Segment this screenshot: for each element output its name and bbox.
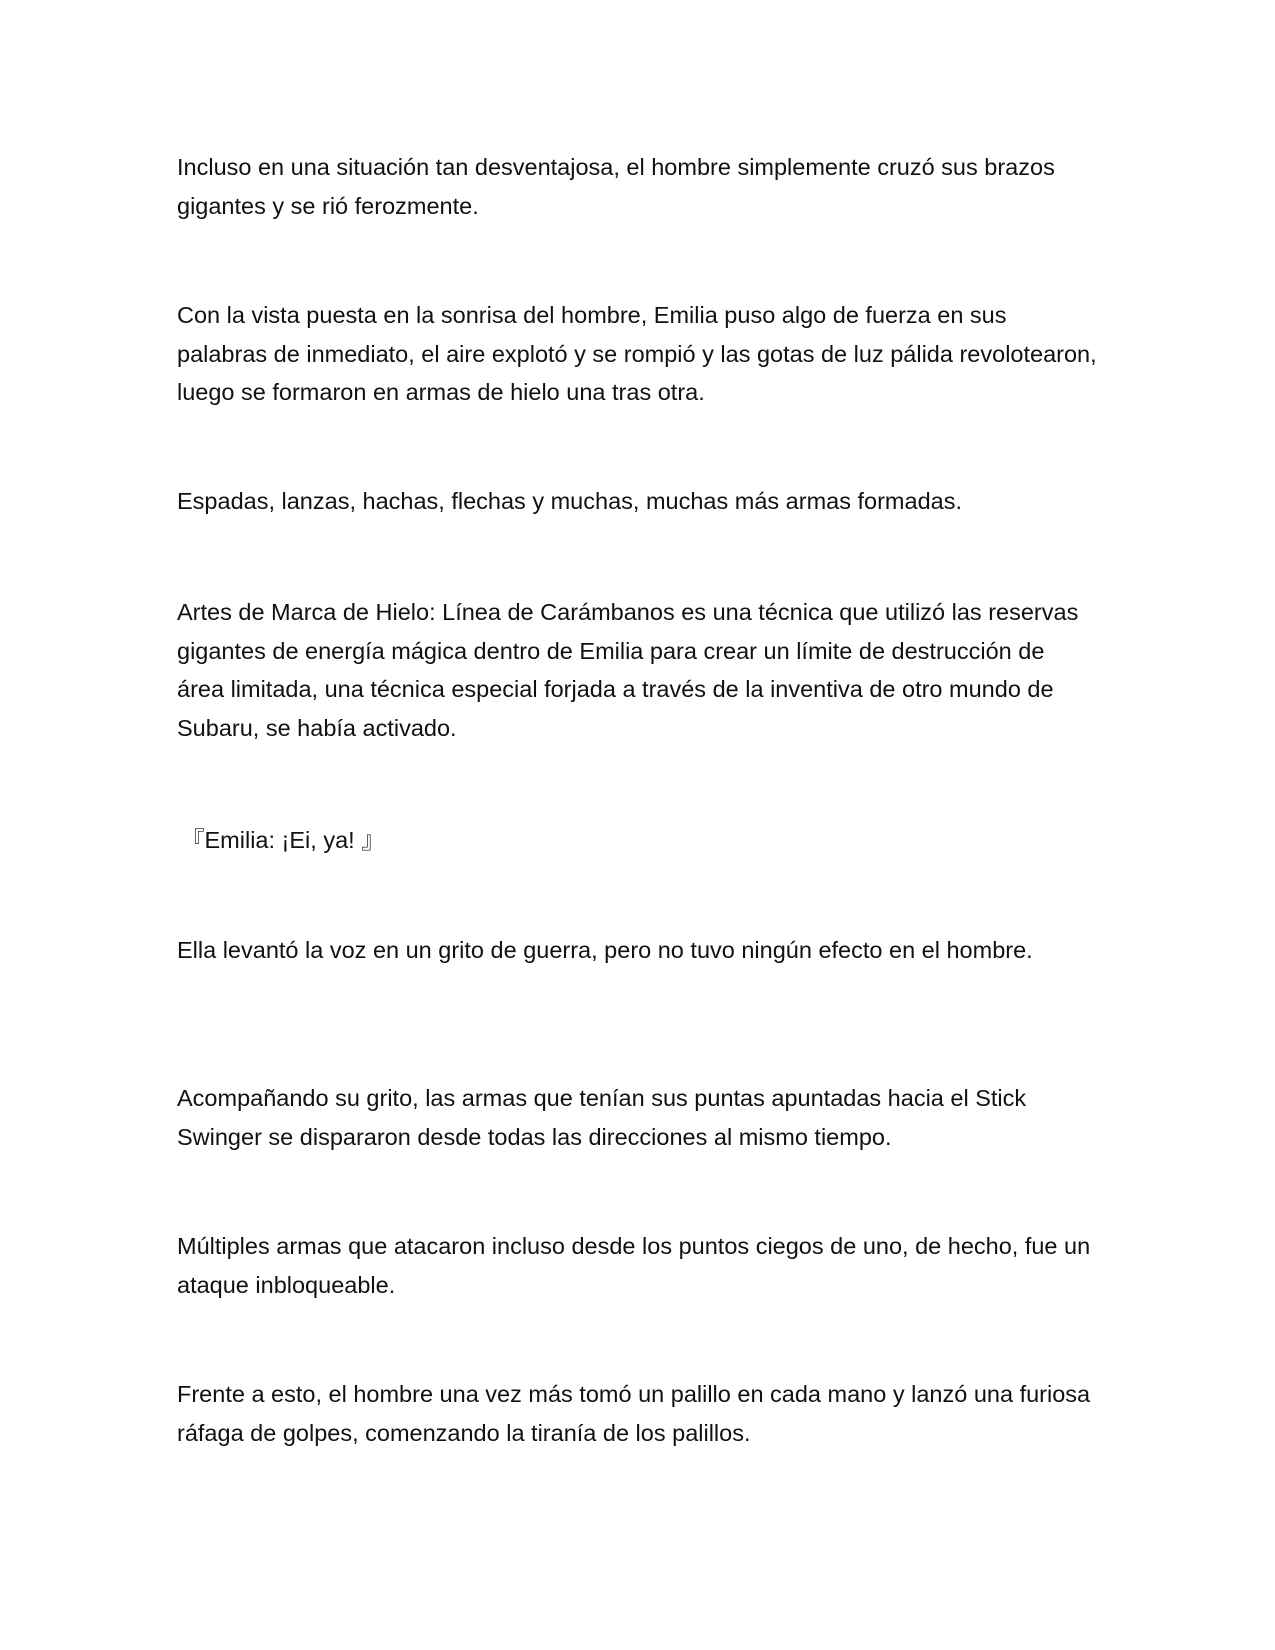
paragraph-9: Frente a esto, el hombre una vez más tomó un palillo en cada mano y lanzó una furiosa ráfaga de golpes, comenzando la tiranía de los palillos.: [177, 1381, 1091, 1446]
paragraph-4: Artes de Marca de Hielo: Línea de Carámbanos es una técnica que utilizó las reservas gigantes de energía mágica dentro de Emilia para crear un límite de destrucción de área limitada, una técnica especial forjada a través de la inventiva de otro mundo de Subaru, se había activado.: [177, 599, 1079, 741]
paragraph-1: Incluso en una situación tan desventajosa, el hombre simplemente cruzó sus brazos gigantes y se rió ferozmente.: [177, 154, 1055, 219]
dialogue-line: 『Emilia: ¡Ei, ya! 』: [181, 827, 385, 853]
paragraph-3: Espadas, lanzas, hachas, flechas y muchas, muchas más armas formadas.: [177, 488, 962, 514]
paragraph-2: Con la vista puesta en la sonrisa del hombre, Emilia puso algo de fuerza en sus palabras de inmediato, el aire explotó y se rompió y las gotas de luz pálida revolotearon, luego se formaron en armas de hielo una tras otra.: [177, 302, 1097, 405]
paragraph-8: Múltiples armas que atacaron incluso desde los puntos ciegos de uno, de hecho, fue un ataque inbloqueable.: [177, 1233, 1091, 1298]
paragraph-7: Acompañando su grito, las armas que tenían sus puntas apuntadas hacia el Stick Swinger se dispararon desde todas las direcciones al mismo tiempo.: [177, 1085, 1027, 1150]
paragraph-6: Ella levantó la voz en un grito de guerra, pero no tuvo ningún efecto en el hombre.: [177, 937, 1033, 963]
